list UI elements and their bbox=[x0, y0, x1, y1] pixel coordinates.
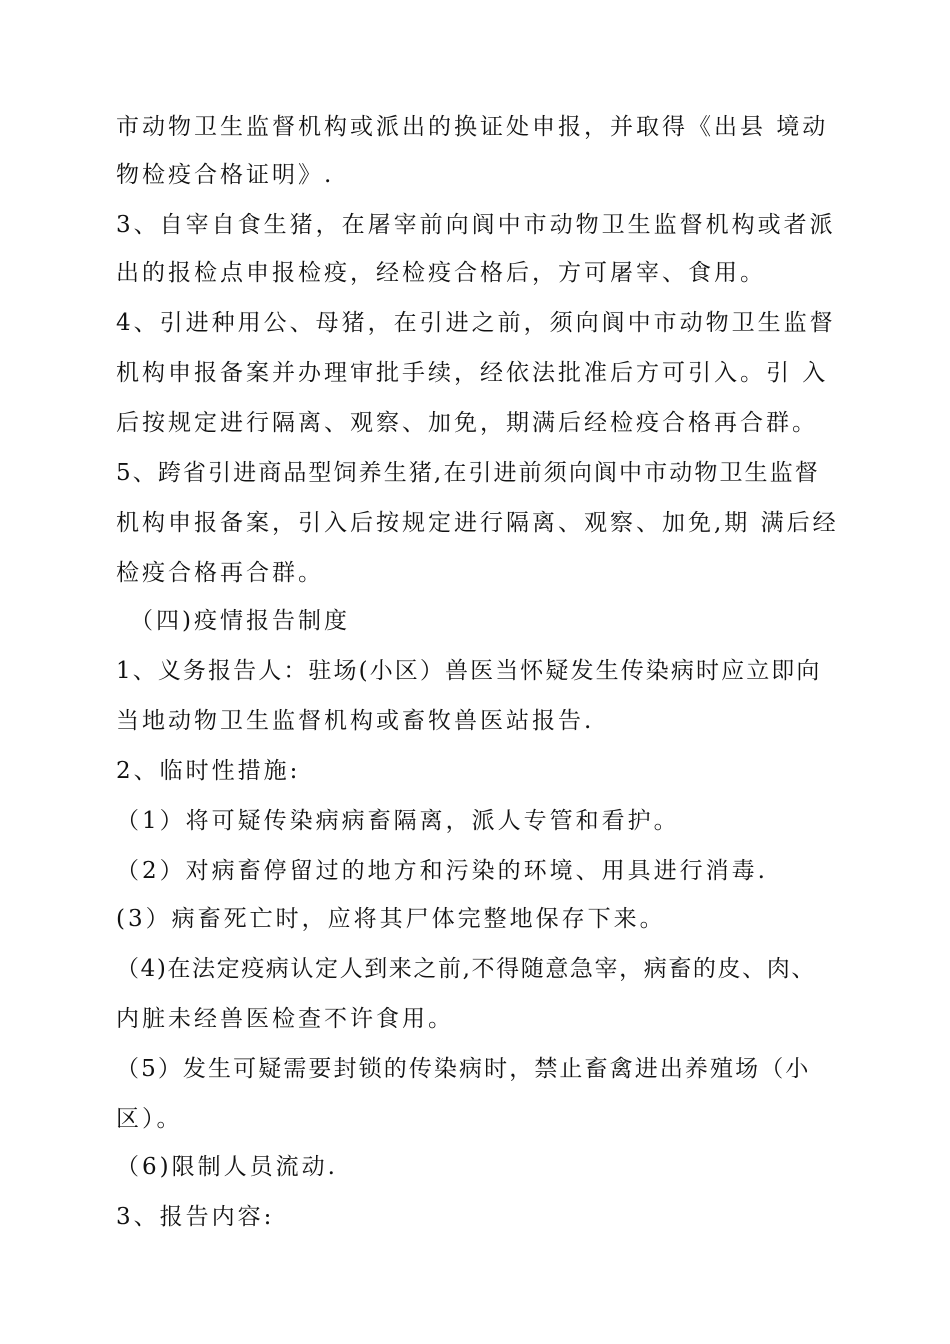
text-line: 市动物卫生监督机构或派出的换证处申报，并取得《出县 境动 bbox=[116, 114, 829, 140]
list-item: （4)在法定疫病认定人到来之前,不得随意急宰，病畜的皮、肉、 bbox=[116, 956, 816, 982]
text-line: 物检疫合格证明》. bbox=[116, 162, 335, 188]
text-line: 机构申报备案并办理审批手续，经依法批准后方可引入。引 入 bbox=[116, 360, 829, 386]
list-item: （2）对病畜停留过的地方和污染的环境、用具进行消毒. bbox=[116, 858, 768, 884]
list-item: （6)限制人员流动. bbox=[116, 1154, 338, 1180]
text-line: 1、义务报告人：驻场(小区）兽医当怀疑发生传染病时应立即向 bbox=[116, 658, 822, 684]
list-item: （5）发生可疑需要封锁的传染病时，禁止畜禽进出养殖场（小 bbox=[116, 1056, 811, 1082]
text-line: 内脏未经兽医检查不许食用。 bbox=[116, 1006, 454, 1032]
text-line: 机构申报备案，引入后按规定进行隔离、观察、加免,期 满后经 bbox=[116, 510, 839, 536]
text-line: 检疫合格再合群。 bbox=[116, 560, 324, 586]
text-line: 区）。 bbox=[116, 1106, 183, 1132]
text-line: 2、临时性措施: bbox=[116, 758, 301, 784]
text-line: 3、自宰自食生猪，在屠宰前向阆中市动物卫生监督机构或者派 bbox=[116, 212, 836, 238]
list-item: (3）病畜死亡时，应将其尸体完整地保存下来。 bbox=[116, 906, 666, 932]
text-line: 出的报检点申报检疫，经检疫合格后，方可屠宰、食用。 bbox=[116, 260, 766, 286]
text-line: 4、引进种用公、母猪，在引进之前，须向阆中市动物卫生监督 bbox=[116, 310, 836, 336]
text-line: 5、跨省引进商品型饲养生猪,在引进前须向阆中市动物卫生监督 bbox=[116, 460, 820, 486]
text-line: 当地动物卫生监督机构或畜牧兽医站报告. bbox=[116, 708, 595, 734]
list-item: （1）将可疑传染病病畜隔离，派人专管和看护。 bbox=[116, 808, 680, 834]
section-heading: （四)疫情报告制度 bbox=[130, 608, 350, 634]
text-line: 后按规定进行隔离、观察、加免，期满后经检疫合格再合群。 bbox=[116, 410, 818, 436]
text-line: 3、报告内容: bbox=[116, 1204, 275, 1230]
